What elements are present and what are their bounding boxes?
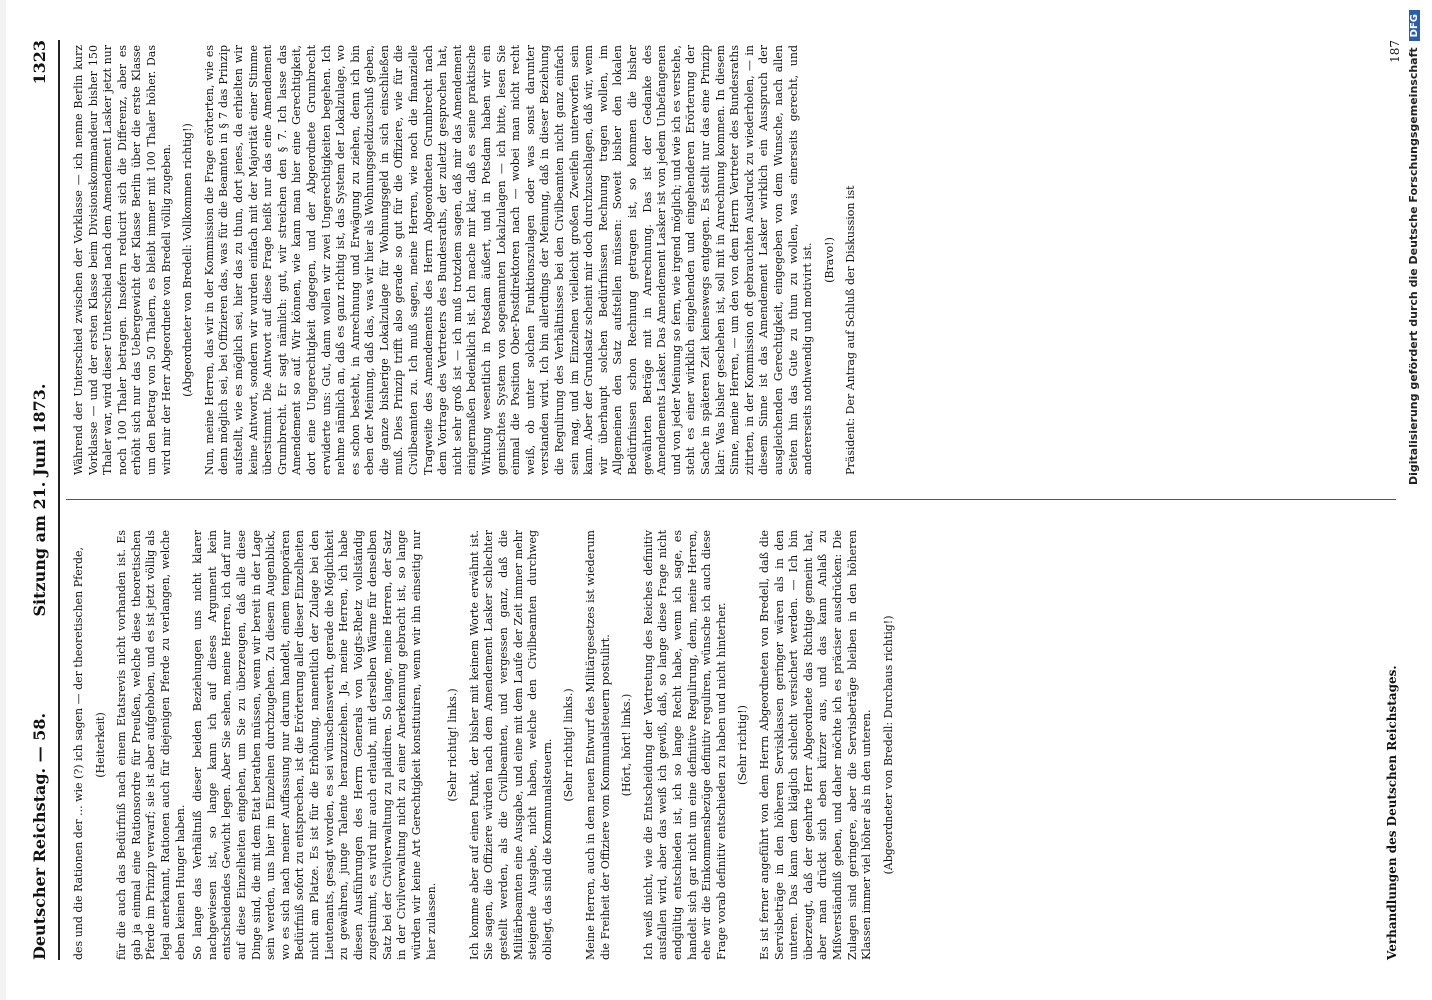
- interjection: (Abgeordneter von Bredell: Durchaus richtig!): [881, 615, 895, 875]
- footer-title: Verhandlungen des Deutschen Reichstages.: [1385, 665, 1399, 960]
- left-column: [72, 530, 903, 960]
- right-column: [72, 45, 862, 475]
- paragraph: Ich weiß nicht, wie die Entscheidung der Vertretung des Reiches definitiv ausfallen wird, aber das weiß ich gewiß, daß, so lange diese Frage nicht endgültig entschieden ist, ich so lange Recht habe, wenn ich sage, es handelt sich gar nicht um eine definitive Regulirung, denn, meine Herren, ehe wir die Einkommensbezüge definitiv reguliren, wünsche ich auch diese Frage vorab definitiv entschieden zu haben und nicht hinterher.: [641, 530, 728, 960]
- footer-page-number: 187: [1388, 40, 1402, 63]
- interjection: (Sehr richtig!): [736, 705, 750, 785]
- watermark-text: Digitalisierung gefördert durch die Deutsche Forschungsgemeinschaft: [1407, 47, 1420, 486]
- paragraph: Nun, meine Herren, das wir in der Kommission die Frage erörterten, wie es denn möglich sei, bei Offizieren das, was für die Beamten in § 7 das Prinzip aufstellt, wie es möglich sei, hier das zu thun, dort jenes, da erhielten wir keine Antwort, sondern wir wurden einfach mit der Majorität einer Stimme überstimmt. Die Antwort auf diese Frage heißt nur das eine Amendement Grumbrecht. Er sagt nämlich: gut, wir streichen den § 7. Ich lasse das Amendement so auf. Wir können, wie kann man hier eine Gerechtigkeit, dort eine Ungerechtigkeit dagegen, und der Abgeordnete Grumbrecht erwiderte uns: Gut, dann wollen wir zwei Ungerechtigkeiten begehen. Ich nehme nämlich an, daß es ganz richtig ist, das System der Lokalzulage, wo es schon besteht, in Anrechnung und Erwägung zu ziehen, denn ich bin eben der Meinung, daß das, was wir hier als Wohnungsgeldzuschuß geben, die ganze bisherige Lokalzulage für Wohnungsgeld in sich einschließen muß. Dies Prinzip trifft also gerade so gut für die Offiziere, wie für die Civilbeamten zu. Ich muß sagen, meine Herren, wie noch die finanzielle Tragweite des Amendements des Herrn Abgeordneten Grumbrecht nach dem Vortrage des Vertreters des Bundesraths, der zuletzt gesprochen hat, nicht sehr groß ist — ich muß trotzdem sagen, daß mir das Amendement einigermaßen bedenklich ist. Ich mache mir klar, daß es seine praktische Wirkung wesentlich in Potsdam äußert, und in Potsdam haben wir ein gemischtes System von sogenannten Lokalzulagen — ich bitte, lesen Sie einmal die Position Ober-Postdirektoren nach — wobei man nicht recht weiß, ob unter solchen Funktionszulagen oder was sonst darunter verstanden wird. Ich bin allerdings der Meinung, daß in dieser Beziehung die Regulirung des Verhältnisses bei den Civilbeamten nicht ganz einfach sein mag, und im Einzelnen vielleicht großen Zweifeln unterworfen sein kann. Aber der Grundsatz scheint mir doch durchzuschlagen, daß wir, wenn wir überhaupt solchen Bedürfnissen Rechnung tragen wollen, im Allgemeinen den Satz aufstellen müssen: Soweit bisher den lokalen Bedürfnissen schon Rechnung getragen ist, so kommen die bisher gewährten Beträge mit in Anrechnung. Das ist der Gedanke des Amendements Lasker. Das Amendement Lasker ist von jedem Unbefangenen und von jeder Meinung so fern, wie irgend möglich; und wie ich es verstehe, steht es einer wirklich eingehenden und eingehenderen Erörterung der Sache in späteren Zeit keineswegs entgegen. Es stellt nur das eine Prinzip klar: Was bisher geschehen ist, soll mit in Anrechnung kommen. In diesem Sinne, meine Herren, — um den von dem Herrn Vertreter des Bundesraths zitirten, in der Kommission oft gebrauchten Ausdruck zu wiederholen, — in diesem Sinne ist das Amendement Lasker wirklich ein Ausspruch der ausgleichenden Gerechtigkeit, eingegeben von dem Wunsche, nach allen Seiten hin das Gute zu thun zu wollen, was einerseits gerecht, und andererseits nothwendig und motivirt ist.: [202, 45, 815, 475]
- header-left: Deutscher Reichstag. — 58.: [30, 712, 49, 960]
- paragraph: des und die Rationen der ... wie (?) ich sagen — der theoretischen Pferde,: [72, 546, 85, 960]
- interjection: (Abgeordneter von Bredell: Vollkommen richtig!): [181, 123, 195, 397]
- column-divider: [66, 499, 1396, 500]
- paragraph: Während der Unterschied zwischen der Vorklasse — ich nenne Berlin kurz Vorklasse — und der ersten Klasse beim Divisionskommandeur bisher 150 Thaler war, wird dieser Unterschied nach dem Amendement Lasker jetzt nur noch 100 Thaler betragen. Insofern reducirt sich die Differenz, aber es erhöht sich nur das Uebergewicht der Klasse Berlin über die erste Klasse um den Betrag von 50 Thalern, es bleibt immer mit 100 Thaler höher. Das wird mir der Herr Abgeordnete von Bredell völlig zugeben.: [72, 45, 173, 475]
- interjection: (Bravo!): [822, 237, 836, 283]
- interjection: (Heiterkeit): [93, 712, 107, 778]
- interjection: (Sehr richtig! links.): [562, 688, 576, 802]
- dfg-logo: DFG: [1409, 10, 1420, 41]
- running-header: [30, 40, 52, 960]
- paragraph: Präsident: Der Antrag auf Schluß der Diskussion ist: [844, 185, 858, 475]
- paragraph: Es ist ferner angeführt von dem Herrn Abgeordneten von Bredell, daß die Servisbeträge in den höheren Servisklassen geringer wären als in den unteren. Das kann dem kläglich schlecht versichert werden. — Ich bin überzeugt, daß der geehrte Herr Abgeordnete das Richtige gemeint hat, aber man drückt sich eben kürzer aus, und das kann Anlaß zu Mißverständniß geben, und daher möchte ich es präciser ausdrücken: Die Zulagen sind geringere, aber die Servisbeträge bleiben in den höheren Klassen immer viel höher als in den unteren.: [757, 530, 874, 960]
- dfg-watermark: [1406, 10, 1424, 990]
- paragraph: Meine Herren, auch in dem neuen Entwurf des Militärgesetzes ist wiederum die Freiheit der Offiziere vom Kommunalsteuern postulirt.: [584, 530, 612, 960]
- paragraph: für die auch das Bedürfniß nach einem Etatsrevis nicht vorhanden ist. Es gab ja einmal eine Rationsordre für Preußen, welche diese theoretischen Pferde im Prinzip verwarf; sie ist aber aufgehoben, und es ist jetzt völlig als legal anerkannt, Rationen auch für diejenigen Pferde zu verlangen, welche eben keinen Hunger haben.: [115, 530, 187, 960]
- paragraph: Ich komme aber auf einen Punkt, der bisher mit keinem Worte erwähnt ist. Sie sagen, die Offiziere würden nach dem Amendement Lasker schlechter gestellt werden, als die Civilbeamten, und vergessen ganz, daß die Militärbeamten eine Ausgabe, und eine mit dem Laufe der Zeit immer mehr steigende Ausgabe, nicht haben, welche den Civilbeamten durchweg obliegt, das sind die Kommunalsteuern.: [467, 530, 554, 960]
- header-center: Sitzung am 21. Juni 1873.: [30, 383, 49, 617]
- paragraph: So lange das Verhältniß dieser beiden Beziehungen uns nicht klarer nachgewiesen ist, so lange kann ich auf dieses Argument kein entscheidendes Gewicht legen. Aber Sie sehen, meine Herren, ich darf nur auf diese Einzelheiten eingehen, um Sie zu überzeugen, daß alle diese Dinge sind, die mit dem Etat berathen müssen, wenn wir bereit in der Lage sein werden, uns hier im Einzelnen durchzugehen. Zu diesem Augenblick, wo es sich nach meiner Auffassung nur darum handelt, einem temporären Bedürfniß sofort zu entsprechen, ist die Erörterung aller dieser Einzelheiten nicht am Platze. Es ist für die Erhöhung, namentlich der Zulage bei den Lieutenants, gesagt worden, es sei wünschenswerth, gerade die Möglichkeit zu gewähren, junge Talente heranzuziehen. Ja, meine Herren, ich habe diesen Ausführungen des Herrn Generals von Voigts-Rhetz vollständig zugestimmt, es wird mir auch erlaubt, mit derselben Wärme für denselben Satz bei der Civilverwaltung zu plaidiren. So lange, meine Herren, der Satz in der Civilverwaltung nicht zu einer Anerkennung gebracht ist, so lange würden wir keine Art Gerechtigkeit konstituiren, wenn wir ihn einseitig nur hier zulassen.: [191, 530, 438, 960]
- interjection: (Hört, hört! links.): [620, 693, 634, 797]
- header-rule: [58, 40, 60, 960]
- header-page-number: 1323: [30, 40, 49, 85]
- interjection: (Sehr richtig! links.): [446, 688, 460, 802]
